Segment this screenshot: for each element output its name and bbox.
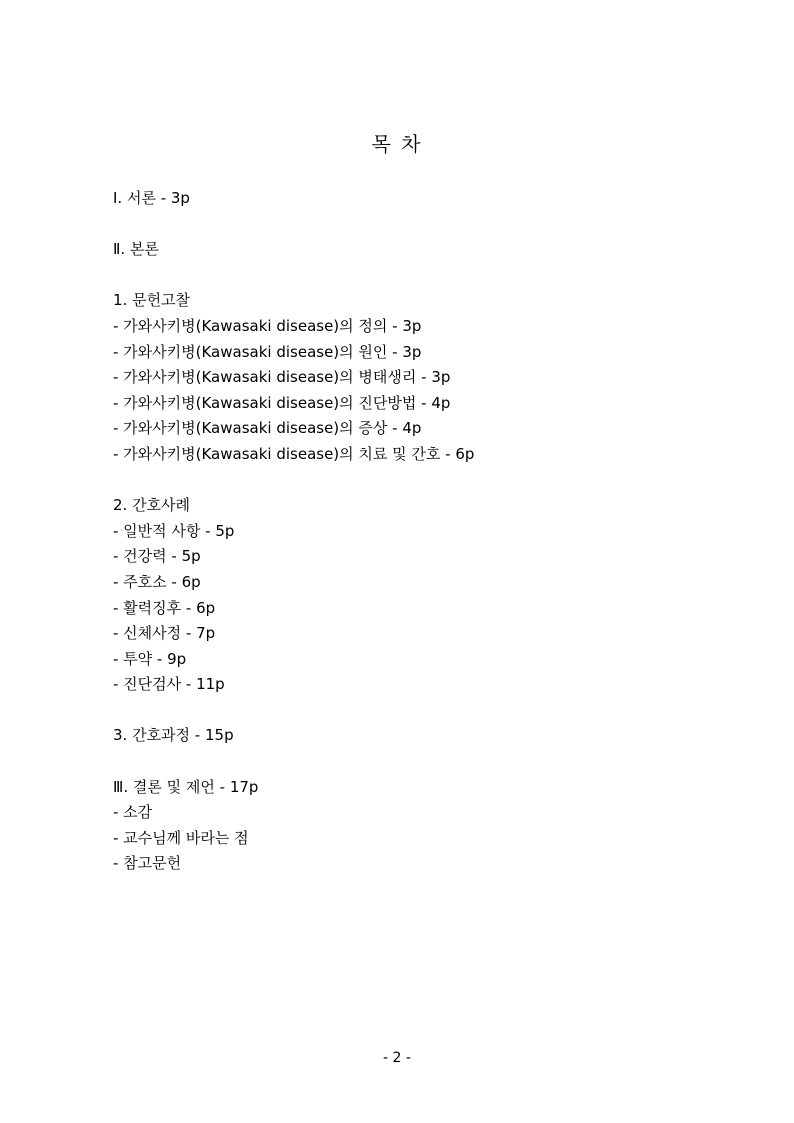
toc-item: - 가와사키병(Kawasaki disease)의 증상 - 4p — [113, 419, 422, 438]
toc-item: - 투약 - 9p — [113, 649, 187, 668]
toc-section3-heading: 3. 간호과정 - 15p — [113, 726, 234, 745]
toc-body: Ⅱ. 본론 — [113, 240, 159, 259]
toc-item: - 활력징후 - 6p — [113, 598, 216, 617]
toc-conclusion-heading: Ⅲ. 결론 및 제언 - 17p — [113, 777, 259, 796]
toc-item: - 가와사키병(Kawasaki disease)의 정의 - 3p — [113, 316, 422, 335]
toc-item: - 가와사키병(Kawasaki disease)의 원인 - 3p — [113, 342, 422, 361]
table-of-contents — [113, 186, 753, 877]
toc-section1-heading: 1. 문헌고찰 — [113, 291, 191, 310]
toc-item: - 교수님께 바라는 점 — [113, 828, 249, 847]
toc-item: - 소감 — [113, 803, 153, 822]
toc-item: - 가와사키병(Kawasaki disease)의 진단방법 - 4p — [113, 393, 451, 412]
toc-item: - 주호소 - 6p — [113, 572, 201, 591]
toc-item: - 진단검사 - 11p — [113, 675, 225, 694]
toc-item: - 가와사키병(Kawasaki disease)의 병태생리 - 3p — [113, 368, 451, 387]
page-number: - 2 - — [383, 1050, 411, 1066]
toc-section2-heading: 2. 간호사례 — [113, 496, 191, 515]
toc-intro: Ⅰ. 서론 - 3p — [113, 189, 190, 207]
toc-item: - 참고문헌 — [113, 854, 182, 873]
page-title: 목 차 — [371, 132, 423, 156]
toc-item: - 신체사정 - 7p — [113, 624, 216, 643]
toc-item: - 가와사키병(Kawasaki disease)의 치료 및 간호 - 6p — [113, 444, 475, 463]
toc-item: - 건강력 - 5p — [113, 547, 201, 566]
toc-item: - 일반적 사항 - 5p — [113, 521, 235, 540]
